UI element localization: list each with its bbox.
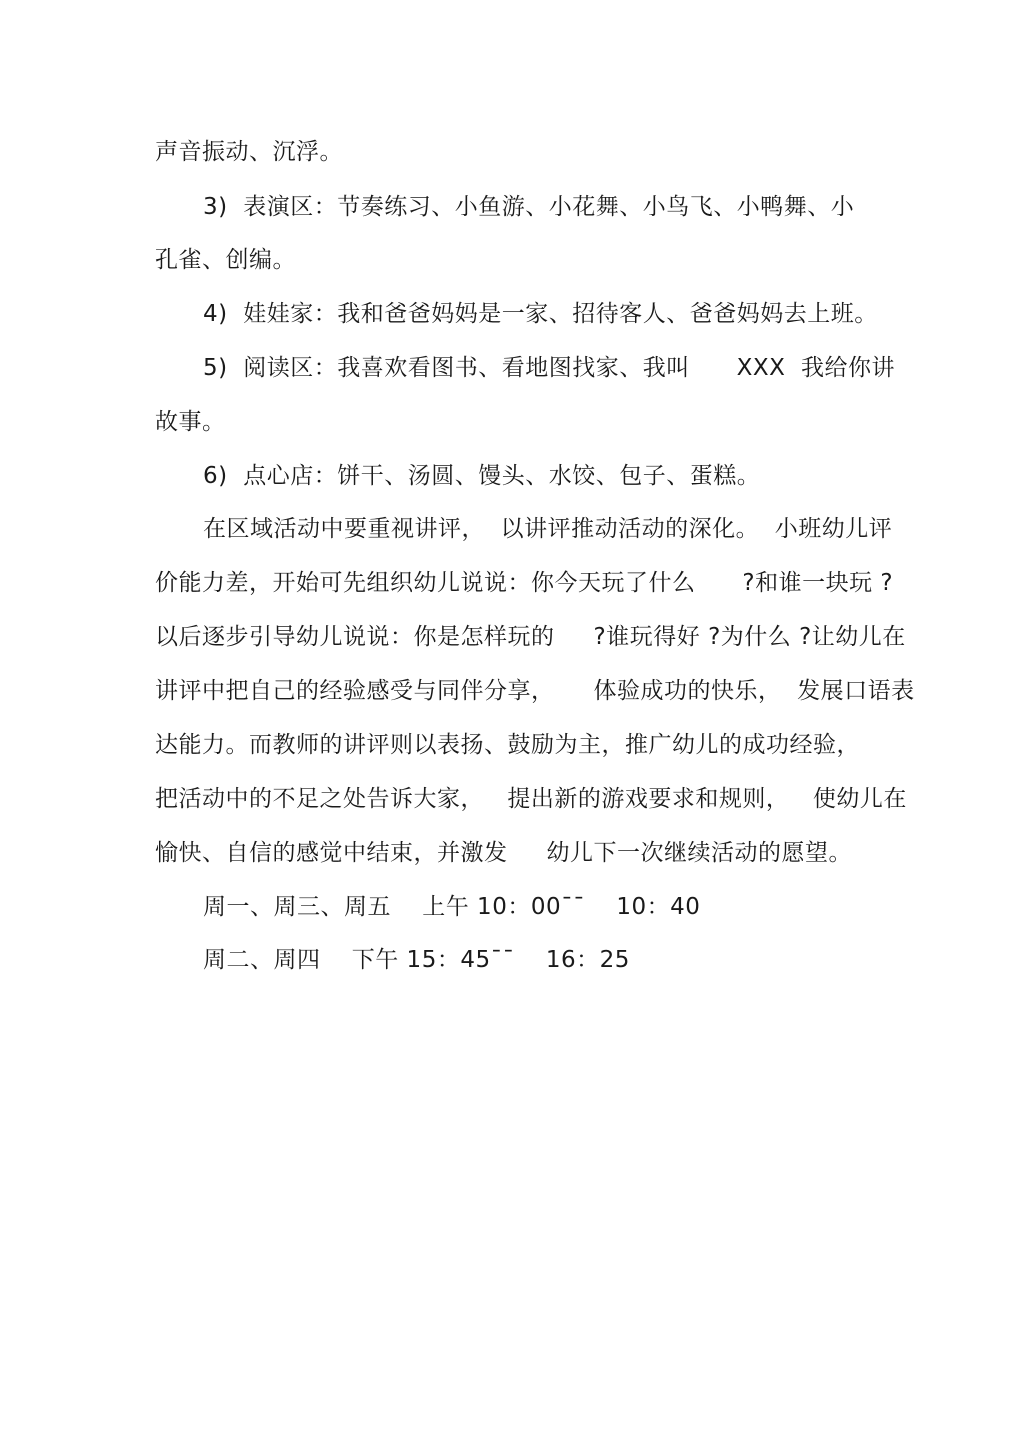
text-line-3: 孔雀、创编。 (155, 247, 296, 273)
text-line-12: 达能力。而教师的讲评则以表扬、鼓励为主，推广幼儿的成功经验， (155, 732, 860, 758)
text-line-14: 愉快、自信的感觉中结束，并激发 幼儿下一次继续活动的愿望。 (155, 840, 853, 866)
text-line-6: 故事。 (155, 409, 226, 435)
text-line-10: 以后逐步引导幼儿说说：你是怎样玩的 ?谁玩得好 ?为什么 ?让幼儿在 (155, 624, 906, 650)
text-line-15: 周一、周三、周五 上午 10：00¯¯ 10：40 (203, 894, 701, 920)
text-line-4: 4) 娃娃家：我和爸爸妈妈是一家、招待客人、爸爸妈妈去上班。 (203, 301, 878, 327)
text-line-2: 3) 表演区：节奏练习、小鱼游、小花舞、小鸟飞、小鸭舞、小 (203, 194, 855, 220)
text-line-8: 在区域活动中要重视讲评， 以讲评推动活动的深化。 小班幼儿评 (203, 516, 893, 542)
text-line-13: 把活动中的不足之处告诉大家， 提出新的游戏要求和规则， 使幼儿在 (155, 786, 907, 812)
text-line-5: 5) 阅读区：我喜欢看图书、看地图找家、我叫 XXX 我给你讲 (203, 355, 895, 381)
text-line-16: 周二、周四 下午 15：45¯¯ 16：25 (203, 947, 630, 973)
text-line-7: 6) 点心店：饼干、汤圆、馒头、水饺、包子、蛋糕。 (203, 463, 761, 489)
text-line-1: 声音振动、沉浮。 (155, 139, 343, 165)
text-line-11: 讲评中把自己的经验感受与同伴分享， 体验成功的快乐， 发展口语表 (155, 678, 915, 704)
text-line-9: 价能力差，开始可先组织幼儿说说：你今天玩了什么 ?和谁一块玩 ? (155, 570, 894, 596)
